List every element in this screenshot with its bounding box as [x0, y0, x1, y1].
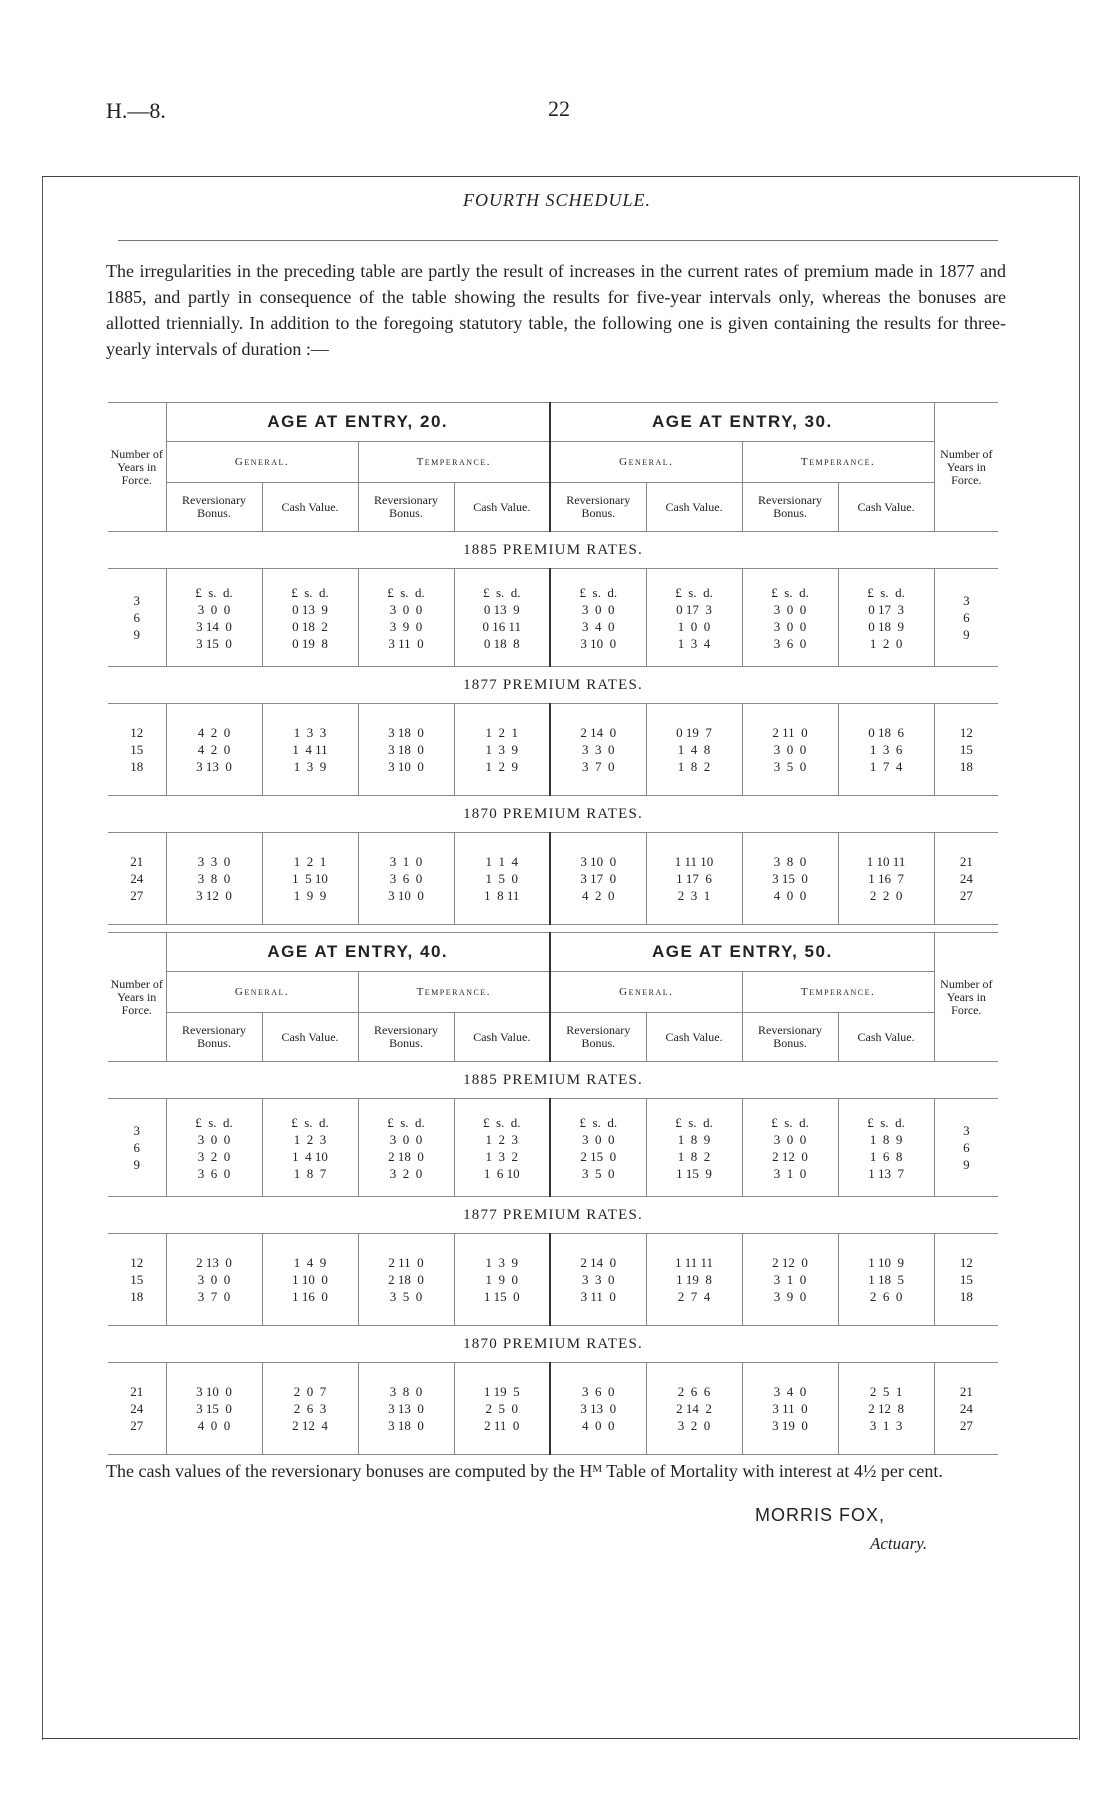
value-cell: 1 3 3 1 4 11 1 3 9 — [262, 704, 358, 796]
value-cell: 2 12 0 3 1 0 3 9 0 — [742, 1234, 838, 1326]
footnote: The cash values of the reversionary bonuses are computed by the Hᴹ Table of Mortality with interest at 4½ per cent. — [106, 1461, 943, 1481]
col-rev-bonus: Reversionary Bonus. — [358, 483, 454, 532]
value-cell: £ s. d. 3 0 0 3 4 0 3 10 0 — [550, 569, 646, 667]
intro-paragraph: The irregularities in the preceding table are partly the result of increases in the current rates of premium made in 1877 and 1885, and partly in consequence of the table showing the results for five-year intervals only, whereas the bonuses are allotted triennially. In addition to the foregoing statutory table, the following one is given containing the results for three-yearly intervals of duration :— — [106, 261, 1006, 359]
value-cell: 3 3 0 3 8 0 3 12 0 — [166, 833, 262, 925]
value-cell: 4 2 0 4 2 0 3 13 0 — [166, 704, 262, 796]
currency-label: £ s. d. — [675, 584, 713, 600]
years-header-right: Number of Years in Force. — [934, 403, 998, 532]
value-cell: £ s. d. 0 13 9 0 16 11 0 18 8 — [454, 569, 550, 667]
col-cash-value: Cash Value. — [838, 483, 934, 532]
col-rev-bonus: Reversionary Bonus. — [742, 483, 838, 532]
currency-label: £ s. d. — [195, 1114, 233, 1130]
age-20-heading: AGE AT ENTRY, 20. — [166, 403, 550, 442]
frame-bottom-rule — [42, 1738, 1078, 1739]
value-cell: 2 5 1 2 12 8 3 1 3 — [838, 1363, 934, 1455]
years-header-left: Number of Years in Force. — [108, 933, 166, 1062]
group-temperance: Temperance. — [358, 442, 550, 483]
group-general: General. — [550, 442, 742, 483]
col-cash-value: Cash Value. — [646, 1013, 742, 1062]
col-rev-bonus: Reversionary Bonus. — [358, 1013, 454, 1062]
value-cell: £ s. d. 1 8 9 1 6 8 1 13 7 — [838, 1099, 934, 1197]
value-cell: 1 1 4 1 5 0 1 8 11 — [454, 833, 550, 925]
frame-top-rule — [42, 176, 1078, 177]
group-general: General. — [166, 442, 358, 483]
group-temperance: Temperance. — [742, 442, 934, 483]
value-cell: £ s. d. 1 2 3 1 4 10 1 8 7 — [262, 1099, 358, 1197]
col-cash-value: Cash Value. — [454, 1013, 550, 1062]
years-cell: 21 24 27 — [108, 833, 166, 925]
years-cell: 12 15 18 — [934, 704, 998, 796]
value-cell: 0 18 6 1 3 6 1 7 4 — [838, 704, 934, 796]
group-temperance: Temperance. — [358, 972, 550, 1013]
currency-label: £ s. d. — [387, 1114, 425, 1130]
value-cell: 1 2 1 1 3 9 1 2 9 — [454, 704, 550, 796]
age-40-heading: AGE AT ENTRY, 40. — [166, 933, 550, 972]
value-cell: £ s. d. 3 0 0 2 12 0 3 1 0 — [742, 1099, 838, 1197]
value-cell: 1 2 1 1 5 10 1 9 9 — [262, 833, 358, 925]
rates-1870-title: 1870 PREMIUM RATES. — [108, 1326, 998, 1363]
value-cell: £ s. d. 3 0 0 3 2 0 3 6 0 — [166, 1099, 262, 1197]
rates-1877-title: 1877 PREMIUM RATES. — [108, 1197, 998, 1234]
rates-1877-title: 1877 PREMIUM RATES. — [108, 667, 998, 704]
value-cell: £ s. d. 3 0 0 3 9 0 3 11 0 — [358, 569, 454, 667]
years-cell: 21 24 27 — [934, 833, 998, 925]
value-cell: £ s. d. 1 2 3 1 3 2 1 6 10 — [454, 1099, 550, 1197]
currency-label: £ s. d. — [771, 584, 809, 600]
currency-label: £ s. d. — [387, 584, 425, 600]
value-cell: 1 19 5 2 5 0 2 11 0 — [454, 1363, 550, 1455]
value-cell: 1 11 10 1 17 6 2 3 1 — [646, 833, 742, 925]
age-30-heading: AGE AT ENTRY, 30. — [550, 403, 934, 442]
value-cell: 2 11 0 3 0 0 3 5 0 — [742, 704, 838, 796]
years-cell: 12 15 18 — [108, 704, 166, 796]
col-cash-value: Cash Value. — [262, 483, 358, 532]
currency-label: £ s. d. — [867, 1114, 905, 1130]
value-cell: 2 11 0 2 18 0 3 5 0 — [358, 1234, 454, 1326]
value-cell: 2 6 6 2 14 2 3 2 0 — [646, 1363, 742, 1455]
years-cell: 21 24 27 — [108, 1363, 166, 1455]
value-cell: 3 4 0 3 11 0 3 19 0 — [742, 1363, 838, 1455]
value-cell: £ s. d. 3 0 0 3 14 0 3 15 0 — [166, 569, 262, 667]
value-cell: 1 10 9 1 18 5 2 6 0 — [838, 1234, 934, 1326]
currency-label: £ s. d. — [675, 1114, 713, 1130]
currency-label: £ s. d. — [195, 584, 233, 600]
age-50-heading: AGE AT ENTRY, 50. — [550, 933, 934, 972]
value-cell: £ s. d. 3 0 0 2 15 0 3 5 0 — [550, 1099, 646, 1197]
col-cash-value: Cash Value. — [838, 1013, 934, 1062]
currency-label: £ s. d. — [771, 1114, 809, 1130]
value-cell: 3 10 0 3 17 0 4 2 0 — [550, 833, 646, 925]
title-rule — [118, 240, 998, 241]
col-cash-value: Cash Value. — [454, 483, 550, 532]
currency-label: £ s. d. — [482, 1114, 521, 1130]
value-cell: 1 11 11 1 19 8 2 7 4 — [646, 1234, 742, 1326]
rates-1885-title: 1885 PREMIUM RATES. — [108, 1062, 998, 1099]
years-cell: 3 6 9 — [108, 569, 166, 667]
value-cell: 3 10 0 3 15 0 4 0 0 — [166, 1363, 262, 1455]
signature-name: MORRIS FOX, — [755, 1505, 886, 1525]
col-rev-bonus: Reversionary Bonus. — [550, 483, 646, 532]
value-cell: 1 3 9 1 9 0 1 15 0 — [454, 1234, 550, 1326]
years-header-left: Number of Years in Force. — [108, 403, 166, 532]
value-cell: £ s. d. 3 0 0 3 0 0 3 6 0 — [742, 569, 838, 667]
currency-label: £ s. d. — [579, 1114, 618, 1130]
value-cell: 1 4 9 1 10 0 1 16 0 — [262, 1234, 358, 1326]
group-general: General. — [550, 972, 742, 1013]
col-rev-bonus: Reversionary Bonus. — [550, 1013, 646, 1062]
years-cell: 3 6 9 — [934, 569, 998, 667]
currency-label: £ s. d. — [291, 1114, 329, 1130]
value-cell: £ s. d. 0 13 9 0 18 2 0 19 8 — [262, 569, 358, 667]
years-cell: 12 15 18 — [934, 1234, 998, 1326]
col-rev-bonus: Reversionary Bonus. — [166, 483, 262, 532]
currency-label: £ s. d. — [482, 584, 521, 600]
col-cash-value: Cash Value. — [646, 483, 742, 532]
value-cell: 3 18 0 3 18 0 3 10 0 — [358, 704, 454, 796]
years-cell: 3 6 9 — [934, 1099, 998, 1197]
value-cell: 3 6 0 3 13 0 4 0 0 — [550, 1363, 646, 1455]
col-cash-value: Cash Value. — [262, 1013, 358, 1062]
years-cell: 12 15 18 — [108, 1234, 166, 1326]
value-cell: 3 1 0 3 6 0 3 10 0 — [358, 833, 454, 925]
group-temperance: Temperance. — [742, 972, 934, 1013]
currency-label: £ s. d. — [291, 584, 329, 600]
years-cell: 21 24 27 — [934, 1363, 998, 1455]
value-cell: 3 8 0 3 15 0 4 0 0 — [742, 833, 838, 925]
value-cell: £ s. d. 3 0 0 2 18 0 3 2 0 — [358, 1099, 454, 1197]
currency-label: £ s. d. — [867, 584, 905, 600]
document-ref: H.—8. — [106, 98, 166, 123]
value-cell: 1 10 11 1 16 7 2 2 0 — [838, 833, 934, 925]
page-number: 22 — [548, 96, 570, 121]
value-cell: 2 14 0 3 3 0 3 7 0 — [550, 704, 646, 796]
value-cell: 2 14 0 3 3 0 3 11 0 — [550, 1234, 646, 1326]
value-cell: 3 8 0 3 13 0 3 18 0 — [358, 1363, 454, 1455]
years-cell: 3 6 9 — [108, 1099, 166, 1197]
value-cell: £ s. d. 1 8 9 1 8 2 1 15 9 — [646, 1099, 742, 1197]
col-rev-bonus: Reversionary Bonus. — [166, 1013, 262, 1062]
years-header-right: Number of Years in Force. — [934, 933, 998, 1062]
rates-1885-title: 1885 PREMIUM RATES. — [108, 532, 998, 569]
col-rev-bonus: Reversionary Bonus. — [742, 1013, 838, 1062]
value-cell: 2 13 0 3 0 0 3 7 0 — [166, 1234, 262, 1326]
value-cell: £ s. d. 0 17 3 1 0 0 1 3 4 — [646, 569, 742, 667]
table-age-20-30 — [108, 402, 998, 925]
schedule-title: FOURTH SCHEDULE. — [462, 190, 651, 210]
currency-label: £ s. d. — [579, 584, 618, 600]
signature-title: Actuary. — [870, 1534, 928, 1553]
value-cell: 0 19 7 1 4 8 1 8 2 — [646, 704, 742, 796]
rates-1870-title: 1870 PREMIUM RATES. — [108, 796, 998, 833]
group-general: General. — [166, 972, 358, 1013]
value-cell: 2 0 7 2 6 3 2 12 4 — [262, 1363, 358, 1455]
value-cell: £ s. d. 0 17 3 0 18 9 1 2 0 — [838, 569, 934, 667]
table-age-40-50 — [108, 932, 998, 1455]
